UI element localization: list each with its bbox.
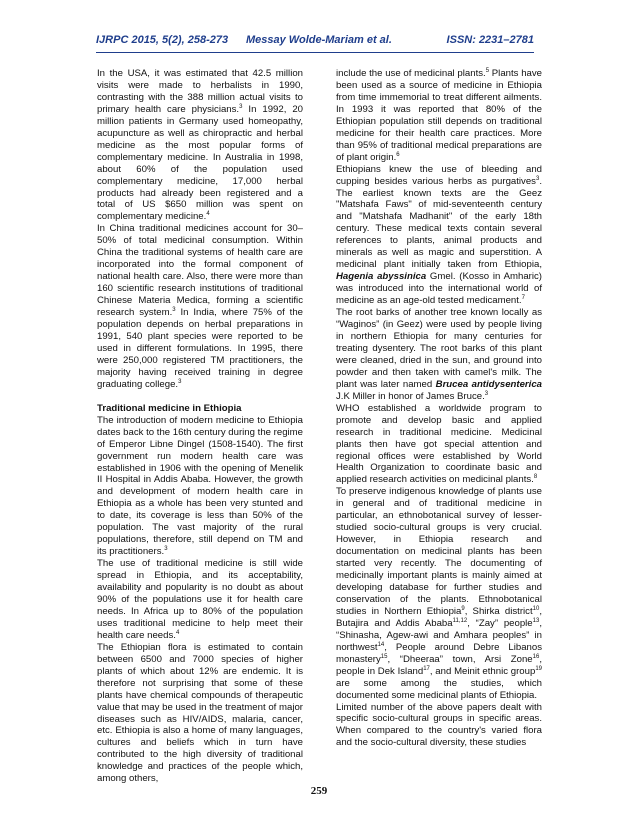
paragraph-waginos: The root barks of another tree known locally as “Waginos” (in Geez) were used by people living in northern Ethiopia for many centuries for treating dysentery. The root barks of this plant were cleaned, dried in the sun, and ground into powder and then taken with camel's milk. The plant was later named Brucea antidysenterica J.K Miller in honor of James Bruce.$^3$ — [336, 307, 542, 402]
species-name: Brucea antidysenterica — [435, 378, 542, 390]
paragraph-texts: Ethiopians knew the use of bleeding and cupping besides various herbs as purgatives$^3$. The earliest known texts are the Geez "Matshafa Faws" of mid-seventeenth century and "Matshafa Madhanit" of the early 18th century. These medical texts contain several references to plants, animal products and minerals as well as magic and superstition. A medicinal plant initially taken from Ethiopia, Hagenia abyssinica Gmel. (Kosso in Amharic) was introduced into the international world of medicine as an age-old tested medicament.$^7$ — [336, 163, 542, 307]
running-header — [96, 34, 534, 52]
left-column — [97, 68, 303, 785]
paragraph-limited: Limited number of the above papers dealt with specific socio-cultural groups in specific areas. When compared to the country's varied flora and the socio-cultural diversity, these studies — [336, 701, 542, 749]
paragraph-plants-origin: include the use of medicinal plants.$^5$ Plants have been used as a source of medicine in Ethiopia from time immemorial to treat different ailments. In 1993 it was reported that 80% of the Ethiopian population still depends on traditional medicine for their health care practices. More than 95% of traditional medical preparations are of plant origin.$^6$ — [336, 68, 542, 163]
paragraph-china: In China traditional medicines account for 30–50% of total medicinal consumption. Within China the traditional systems of health care are incorporated into the formal component of national health care. Also, there were more than 160 scientific research institutions of traditional Chinese Materia Medica, forming a scientific research system.$^3$ In India, where 75% of the population depends on herbal preparations in 1991, 540 plant species were reported to be used in different formulations. In 1995, there were 250,000 registered TM practitioners, the majority having received training in degree graduating college.$^3$ — [97, 223, 303, 390]
section-heading: Traditional medicine in Ethiopia — [97, 402, 242, 414]
page-number: 259 — [310, 785, 328, 797]
paragraph-modern-medicine: The introduction of modern medicine to Ethiopia dates back to the 16th century during the regime of Emperor Libne Dingel (1508-1540). The first government run modern health care was established in 1906 with the opening of Menelik II Hospital in Addis Ababa. However, the growth and development of modern health care in Ethiopia as a whole has been very stunted and to date, its coverage is less than 50% of the population. The vast majority of the rural populations, therefore, still depend on TM and its practitioners.$^3$ — [97, 414, 303, 558]
journal-citation: IJRPC 2015, 5(2), 258-273 — [96, 34, 229, 46]
paragraph-tm-use: The use of traditional medicine is still wide spread in Ethiopia, and its acceptability, availability and popularity is no doubt as about 90% of the populations use it for health care needs. In Africa up to 80% of the population uses traditional medicine to help meet their health care needs.$^4$ — [97, 558, 303, 641]
issn-label: ISSN: 2231–2781 — [446, 34, 534, 46]
species-name: Hagenia abyssinica — [336, 271, 427, 283]
paragraph-who: WHO established a worldwide program to promote and develop basic and applied research in traditional medicine. Medicinal plants then have got special attention and regional offices were established by World Health Organization to coordinate basic and applied research activities on medicinal plants.$^8$ — [336, 402, 542, 486]
paragraph-usa: In the USA, it was estimated that 42.5 million visits were made to herbalists in 1990, contrasting with the 388 million actual visits to primary health care physicians.$^3$ In 1992, 20 million patients in Germany used homeopathy, acupuncture as well as chiropractic and herbal medicine as the most popular forms of complementary medicine. In Australia in 1998, about 60% of the population used complementary medicine, 17,000 herbal products had already been registered and a total of US $650 million was spent on complementary medicine.$^4$ — [97, 68, 303, 223]
paragraph-flora: The Ethiopian flora is estimated to contain between 6500 and 7000 species of higher plants of which about 12% are endemic. It is therefore not surprising that some of these plants have chemical compounds of therapeutic value that may be used in the treatment of major diseases such as HIV/AIDS, malaria, cancer, etc. Ethiopia is also a home of many languages, cultures and beliefs which in turn have contributed to the high diversity of traditional knowledge and practices of the people which, among others, — [97, 641, 303, 785]
header-rule — [96, 52, 534, 53]
right-column — [336, 68, 542, 749]
paragraph-ethnobotany: To preserve indigenous knowledge of plants use in general and of traditional medicine in particular, an ethnobotanical survey of lesser-studied socio-cultural groups is very crucial. However, in Ethiopia research and documentation on medicinal plants has been started very recently. The documenting of medicinally important plants is mainly aimed at developing database for further studies and conservation of the plants. Ethnobotanical studies in Northern Ethiopia$^9$, Shirka district$^{10}$, Butajira and Addis Ababa$^{11,12}$, “Zay” people$^{13}$, “Shinasha, Agew-awi and Amhara peoples” in northwest$^{14}$, People around Debre Libanos monastery$^{15}$, “Dheeraa” town, Arsi Zone$^{16}$, people in Dek Island$^{17}$, and Meinit ethnic group$^{19}$ are some among the studies, which documented some medicinal plants of Ethiopia. — [336, 486, 542, 701]
author-line: Messay Wolde-Mariam et al. — [246, 34, 392, 46]
